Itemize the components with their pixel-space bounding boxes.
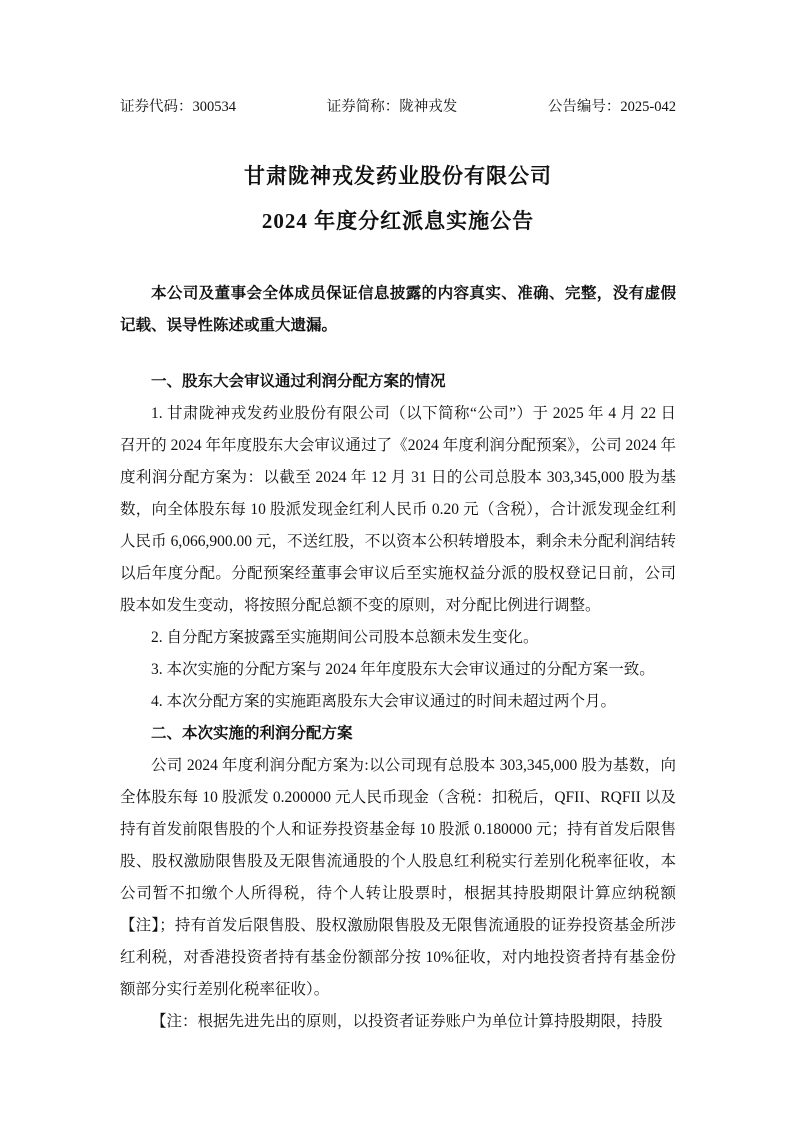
section-2-note-paragraph: 【注：根据先进先出的原则，以投资者证券账户为单位计算持股期限，持股 [151, 1013, 663, 1030]
company-name-title: 甘肃陇神戎发药业股份有限公司 [244, 164, 552, 188]
section-1-paragraph-1: 1. 甘肃陇神戎发药业股份有限公司（以下简称“公司”）于 2025 年 4 月 22 日召开的 2024 年年度股东大会审议通过了《2024 年度利润分配预案》，公司 2024 年度利润分配方案为：以截至 2024 年 12 月 31 日的公司总股本 303,345,000 股为基数，向全体股东每 10 股派发现金红利人民币 0.20 元（含税），合计派发现金红利人民币 6,066,900.00 元，不送红股，不以资本公积转增股本，剩余未分配利润结转以后年度分配。分配预案经董事会审议后至实施权益分派的股权登记日前，公司股本如发生变动，将按照分配总额不变的原则，对分配比例进行调整。 [120, 405, 676, 614]
announcement-title: 2024 年度分红派息实施公告 [261, 209, 535, 233]
section-1-paragraph-2: 2. 自分配方案披露至实施期间公司股本总额未发生变化。 [151, 629, 539, 646]
section-1-heading: 一、股东大会审议通过利润分配方案的情况 [151, 373, 446, 390]
stock-short-name: 证券简称：陇神戎发 [326, 99, 458, 115]
disclosure-statement: 本公司及董事会全体成员保证信息披露的内容真实、准确、完整，没有虚假记载、误导性陈述或重大遗漏。 [120, 285, 676, 334]
section-2-paragraph-1: 公司 2024 年度利润分配方案为:以公司现有总股本 303,345,000 股为基数，向全体股东每 10 股派发 0.200000 元人民币现金（含税：扣税后，QFII、RQFII 以及持有首发前限售股的个人和证券投资基金每 10 股派 0.180000 元；持有首发后限售股、股权激励限售股及无限售流通股的个人股息红利税实行差别化税率征收，本公司暂不扣缴个人所得税，待个人转让股票时，根据其持股期限计算应纳税额【注】；持有首发后限售股、股权激励限售股及无限售流通股的证券投资基金所涉红利税，对香港投资者持有基金份额部分按 10%征收，对内地投资者持有基金份额部分实行差别化税率征收）。 [120, 757, 676, 998]
stock-code: 证券代码：300534 [120, 99, 236, 115]
section-2-heading: 二、本次实施的利润分配方案 [151, 725, 353, 742]
section-1-paragraph-3: 3. 本次实施的分配方案与 2024 年年度股东大会审议通过的分配方案一致。 [151, 661, 655, 678]
section-1-paragraph-4: 4. 本次分配方案的实施距离股东大会审议通过的时间未超过两个月。 [151, 693, 617, 710]
document-header [120, 97, 676, 117]
announcement-number: 公告编号：2025-042 [547, 99, 676, 115]
